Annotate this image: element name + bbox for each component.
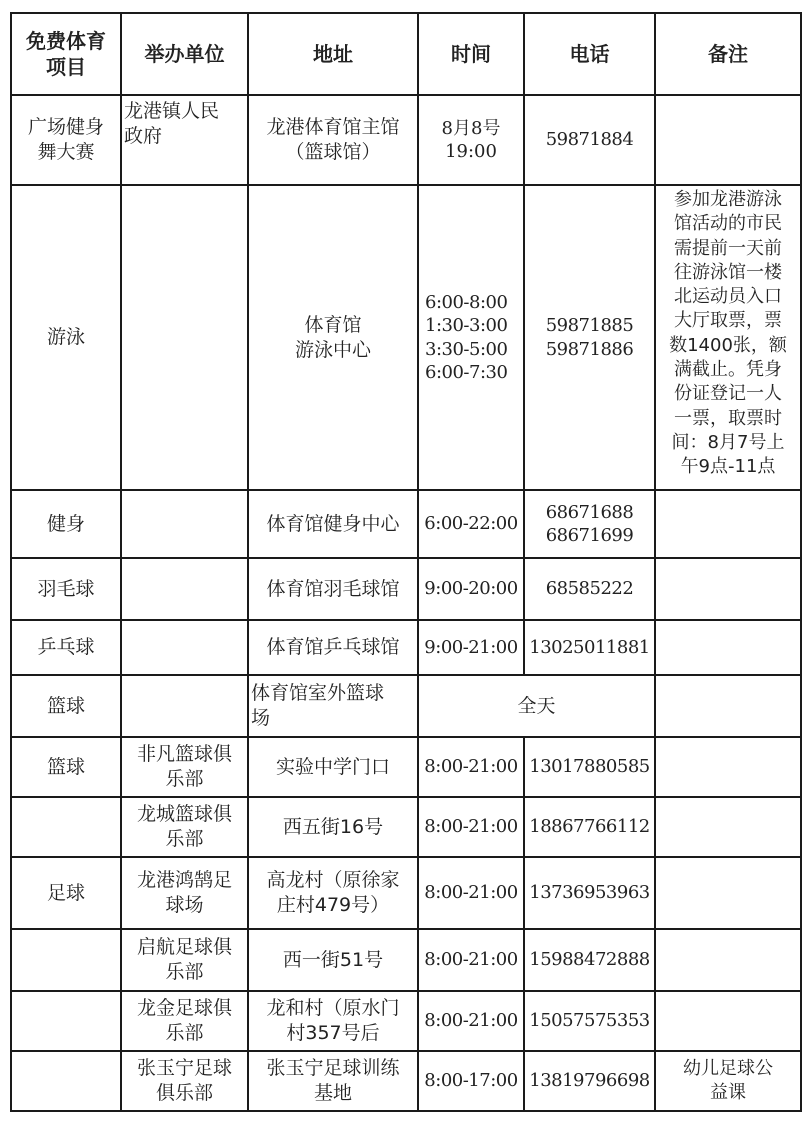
cell-organizer	[121, 620, 248, 675]
cell-project: 广场健身 舞大赛	[11, 95, 121, 185]
free-sports-table	[10, 12, 802, 1112]
cell-time-phone-merged: 全天	[418, 675, 655, 737]
header-address: 地址	[248, 13, 418, 95]
cell-phone: 13025011881	[524, 620, 655, 675]
cell-time: 9:00-21:00	[418, 620, 524, 675]
header-time: 时间	[418, 13, 524, 95]
header-project: 免费体育 项目	[11, 13, 121, 95]
cell-organizer	[121, 490, 248, 558]
cell-phone: 15057575353	[524, 991, 655, 1051]
cell-note	[655, 490, 801, 558]
cell-organizer: 启航足球俱 乐部	[121, 929, 248, 991]
cell-address: 西五街16号	[248, 797, 418, 857]
cell-note	[655, 620, 801, 675]
cell-time: 8:00-21:00	[418, 797, 524, 857]
cell-note: 参加龙港游泳 馆活动的市民 需提前一天前 往游泳馆一楼 北运动员入口 大厅取票，票 数1400张，额 满截止。凭身 份证登记一人 一票，取票时 间：8月7号上 午9点-11点	[655, 185, 801, 490]
table-row	[11, 490, 801, 558]
cell-note	[655, 95, 801, 185]
cell-note	[655, 558, 801, 620]
cell-project: 羽毛球	[11, 558, 121, 620]
cell-phone: 68585222	[524, 558, 655, 620]
cell-organizer: 龙港鸿鹄足 球场	[121, 857, 248, 929]
table-row	[11, 1051, 801, 1111]
cell-organizer: 张玉宁足球 俱乐部	[121, 1051, 248, 1111]
cell-organizer: 龙金足球俱 乐部	[121, 991, 248, 1051]
cell-project	[11, 991, 121, 1051]
cell-address: 体育馆羽毛球馆	[248, 558, 418, 620]
header-row	[11, 13, 801, 95]
cell-address: 体育馆室外篮球 场	[248, 675, 418, 737]
cell-note	[655, 675, 801, 737]
cell-phone: 68671688 68671699	[524, 490, 655, 558]
cell-organizer: 龙港镇人民 政府	[121, 95, 248, 185]
cell-organizer	[121, 558, 248, 620]
cell-project	[11, 1051, 121, 1111]
table-row	[11, 675, 801, 737]
cell-phone: 13736953963	[524, 857, 655, 929]
cell-project: 足球	[11, 857, 121, 929]
cell-organizer	[121, 675, 248, 737]
table-row	[11, 558, 801, 620]
cell-note	[655, 737, 801, 797]
table-row	[11, 620, 801, 675]
header-organizer: 举办单位	[121, 13, 248, 95]
cell-phone: 13819796698	[524, 1051, 655, 1111]
cell-note	[655, 857, 801, 929]
table-row	[11, 185, 801, 490]
cell-note: 幼儿足球公 益课	[655, 1051, 801, 1111]
cell-time: 9:00-20:00	[418, 558, 524, 620]
cell-address: 龙和村（原水门 村357号后	[248, 991, 418, 1051]
table-row	[11, 857, 801, 929]
header-note: 备注	[655, 13, 801, 95]
cell-project: 篮球	[11, 737, 121, 797]
schedule-document	[10, 12, 802, 1112]
cell-organizer	[121, 185, 248, 490]
cell-note	[655, 797, 801, 857]
cell-project: 乒乓球	[11, 620, 121, 675]
cell-phone: 59871884	[524, 95, 655, 185]
cell-time: 8:00-17:00	[418, 1051, 524, 1111]
cell-address: 龙港体育馆主馆 （篮球馆）	[248, 95, 418, 185]
table-row	[11, 95, 801, 185]
table-row	[11, 929, 801, 991]
cell-phone: 15988472888	[524, 929, 655, 991]
cell-organizer: 龙城篮球俱 乐部	[121, 797, 248, 857]
cell-phone: 59871885 59871886	[524, 185, 655, 490]
cell-address: 体育馆乒乓球馆	[248, 620, 418, 675]
cell-address: 体育馆 游泳中心	[248, 185, 418, 490]
table-row	[11, 737, 801, 797]
cell-note	[655, 991, 801, 1051]
cell-time: 8月8号 19:00	[418, 95, 524, 185]
cell-time: 8:00-21:00	[418, 929, 524, 991]
cell-phone: 18867766112	[524, 797, 655, 857]
cell-project	[11, 797, 121, 857]
cell-time: 8:00-21:00	[418, 737, 524, 797]
header-phone: 电话	[524, 13, 655, 95]
cell-address: 体育馆健身中心	[248, 490, 418, 558]
cell-phone: 13017880585	[524, 737, 655, 797]
cell-time: 6:00-22:00	[418, 490, 524, 558]
cell-project: 游泳	[11, 185, 121, 490]
cell-time: 8:00-21:00	[418, 991, 524, 1051]
cell-time: 6:00-8:00 1:30-3:00 3:30-5:00 6:00-7:30	[418, 185, 524, 490]
cell-project: 篮球	[11, 675, 121, 737]
table-row	[11, 797, 801, 857]
cell-note	[655, 929, 801, 991]
cell-address: 高龙村（原徐家 庄村479号）	[248, 857, 418, 929]
cell-address: 西一街51号	[248, 929, 418, 991]
cell-organizer: 非凡篮球俱 乐部	[121, 737, 248, 797]
cell-address: 实验中学门口	[248, 737, 418, 797]
table-row	[11, 991, 801, 1051]
cell-project	[11, 929, 121, 991]
cell-address: 张玉宁足球训练 基地	[248, 1051, 418, 1111]
cell-time: 8:00-21:00	[418, 857, 524, 929]
cell-project: 健身	[11, 490, 121, 558]
